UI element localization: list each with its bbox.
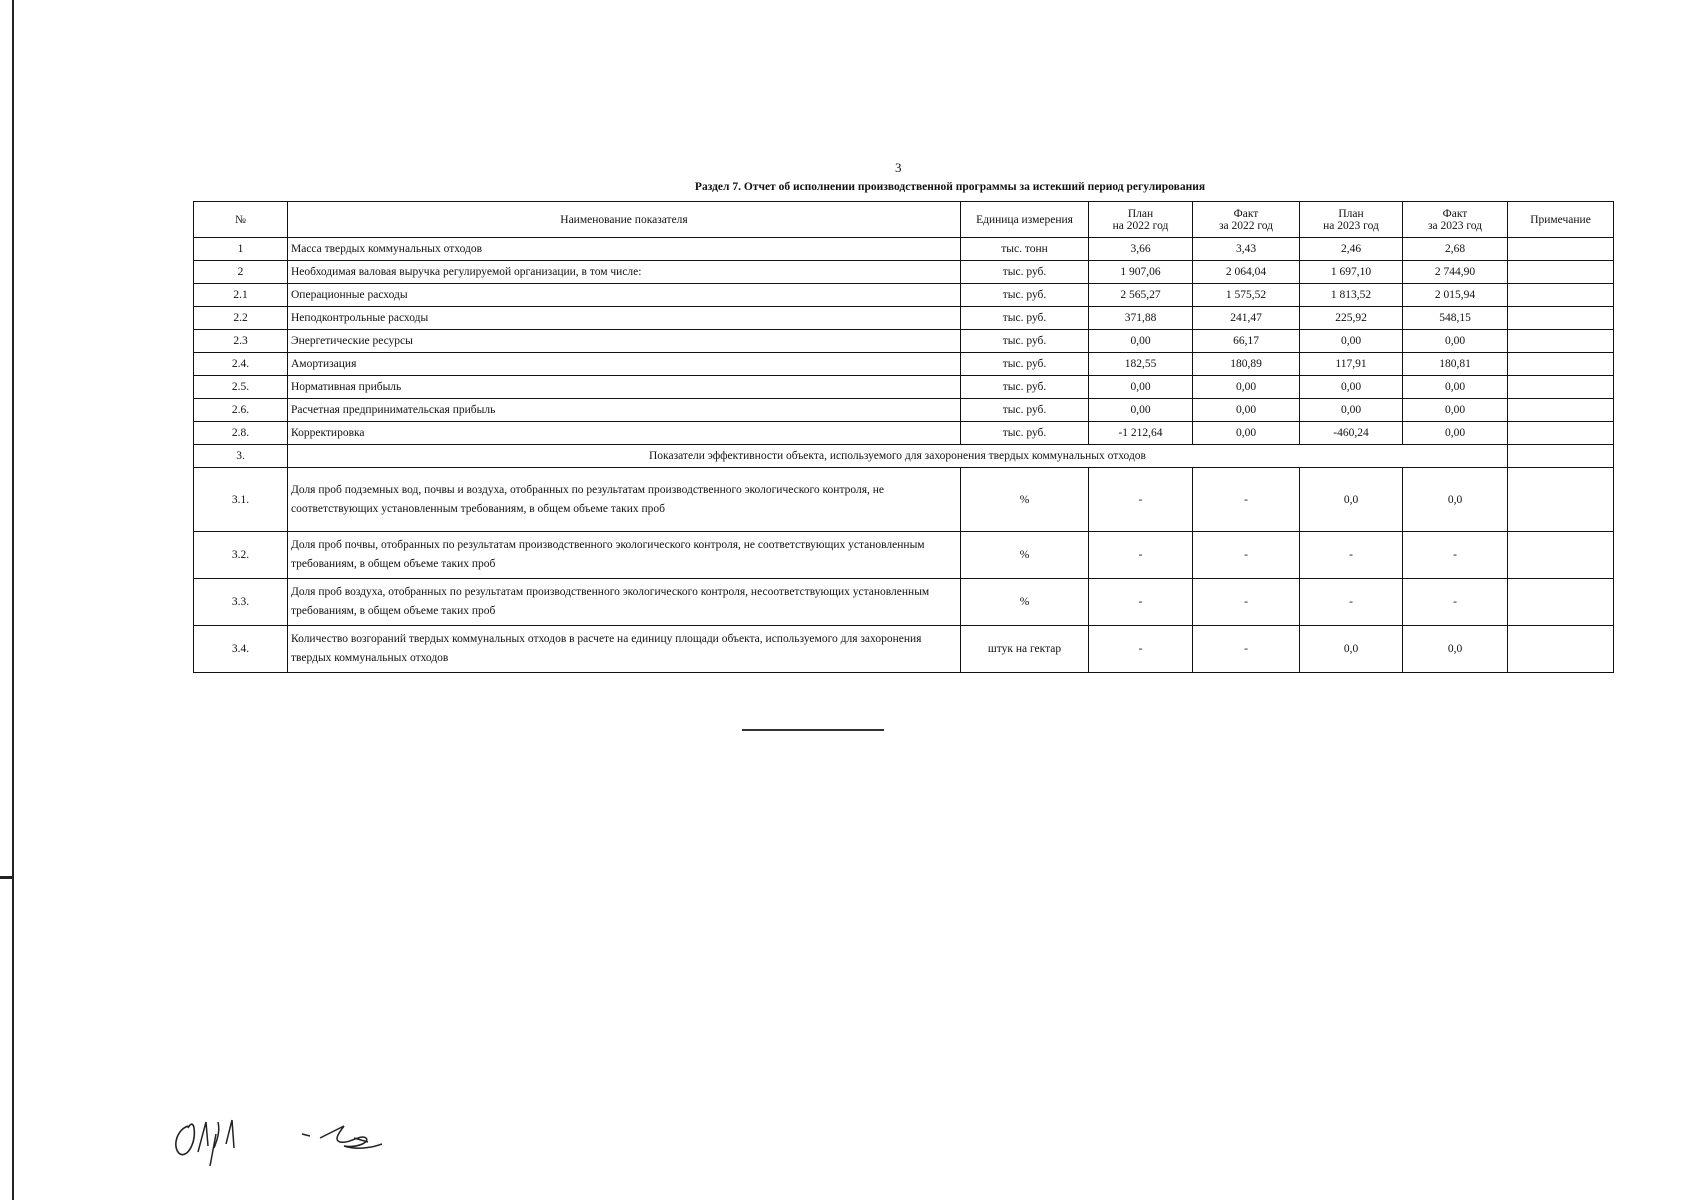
cell-fact-2022: 0,00 — [1193, 399, 1300, 422]
cell-fact-2022: 1 575,52 — [1193, 284, 1300, 307]
table-row — [194, 284, 1614, 307]
cell-plan-2023: - — [1300, 579, 1403, 626]
cell-num: 3.3. — [194, 579, 288, 626]
header-unit: Единица измерения — [961, 202, 1089, 238]
section-title: Раздел 7. Отчет об исполнении производственной программы за истекший период регулирования — [694, 181, 1206, 193]
cell-fact-2023: 2,68 — [1403, 238, 1508, 261]
cell-unit: тыс. тонн — [961, 238, 1089, 261]
header-note: Примечание — [1508, 202, 1614, 238]
cell-note — [1508, 445, 1614, 468]
table-row — [194, 532, 1614, 579]
cell-note — [1508, 330, 1614, 353]
header-fact-2022-line1: Факт — [1233, 207, 1259, 220]
cell-note — [1508, 376, 1614, 399]
cell-name: Масса твердых коммунальных отходов — [288, 238, 961, 261]
cell-plan-2023: 225,92 — [1300, 307, 1403, 330]
header-name: Наименование показателя — [288, 202, 961, 238]
cell-unit: штук на гектар — [961, 626, 1089, 673]
cell-num: 2 — [194, 261, 288, 284]
cell-num: 2.4. — [194, 353, 288, 376]
cell-fact-2023: 180,81 — [1403, 353, 1508, 376]
page-edge-tick — [0, 876, 12, 879]
cell-fact-2023: 548,15 — [1403, 307, 1508, 330]
table-row — [194, 376, 1614, 399]
cell-name: Неподконтрольные расходы — [288, 307, 961, 330]
cell-name: Амортизация — [288, 353, 961, 376]
header-fact-2022 — [1193, 202, 1300, 238]
header-plan-2022-line1: План — [1127, 207, 1154, 220]
cell-name: Расчетная предпринимательская прибыль — [288, 399, 961, 422]
cell-plan-2022: 1 907,06 — [1089, 261, 1193, 284]
header-fact-2022-line2: за 2022 год — [1218, 219, 1274, 232]
cell-num: 2.8. — [194, 422, 288, 445]
section-row — [194, 445, 1614, 468]
cell-plan-2023: 0,0 — [1300, 468, 1403, 532]
cell-plan-2023: 1 697,10 — [1300, 261, 1403, 284]
cell-name: Операционные расходы — [288, 284, 961, 307]
cell-fact-2023: 0,00 — [1403, 330, 1508, 353]
cell-plan-2022: - — [1089, 532, 1193, 579]
cell-fact-2023: 0,0 — [1403, 468, 1508, 532]
table-row — [194, 399, 1614, 422]
cell-plan-2022: 3,66 — [1089, 238, 1193, 261]
cell-plan-2022: - — [1089, 468, 1193, 532]
cell-fact-2022: - — [1193, 532, 1300, 579]
cell-name: Доля проб воздуха, отобранных по результатам производственного экологического контроля, несоответствующих установленным требованиям, в общем объеме таких проб — [288, 579, 961, 626]
cell-note — [1508, 261, 1614, 284]
cell-fact-2023: 0,0 — [1403, 626, 1508, 673]
cell-fact-2023: - — [1403, 532, 1508, 579]
cell-num: 1 — [194, 238, 288, 261]
cell-unit: тыс. руб. — [961, 307, 1089, 330]
cell-plan-2022: 0,00 — [1089, 330, 1193, 353]
header-fact-2023-line1: Факт — [1442, 207, 1468, 220]
cell-plan-2023: - — [1300, 532, 1403, 579]
cell-plan-2022: 0,00 — [1089, 399, 1193, 422]
cell-note — [1508, 422, 1614, 445]
cell-plan-2023: 0,00 — [1300, 376, 1403, 399]
cell-fact-2022: - — [1193, 579, 1300, 626]
cell-unit: тыс. руб. — [961, 399, 1089, 422]
cell-unit: тыс. руб. — [961, 422, 1089, 445]
cell-fact-2022: 180,89 — [1193, 353, 1300, 376]
cell-name: Необходимая валовая выручка регулируемой организации, в том числе: — [288, 261, 961, 284]
header-num: № — [194, 202, 288, 238]
cell-note — [1508, 468, 1614, 532]
cell-fact-2023: 0,00 — [1403, 399, 1508, 422]
cell-num: 3.4. — [194, 626, 288, 673]
cell-plan-2022: - — [1089, 626, 1193, 673]
cell-num: 2.6. — [194, 399, 288, 422]
header-plan-2022-line2: на 2022 год — [1112, 219, 1169, 232]
cell-plan-2023: 1 813,52 — [1300, 284, 1403, 307]
page-number: 3 — [895, 160, 902, 175]
cell-fact-2022: 3,43 — [1193, 238, 1300, 261]
cell-plan-2022: 0,00 — [1089, 376, 1193, 399]
cell-unit: тыс. руб. — [961, 284, 1089, 307]
handwritten-signature — [168, 1108, 438, 1168]
header-fact-2023-line2: за 2023 год — [1427, 219, 1483, 232]
cell-plan-2022: - — [1089, 579, 1193, 626]
table-row — [194, 353, 1614, 376]
table-row — [194, 626, 1614, 673]
cell-plan-2023: 0,00 — [1300, 399, 1403, 422]
cell-fact-2022: 0,00 — [1193, 376, 1300, 399]
cell-plan-2023: 117,91 — [1300, 353, 1403, 376]
cell-note — [1508, 284, 1614, 307]
cell-note — [1508, 238, 1614, 261]
cell-name: Корректировка — [288, 422, 961, 445]
cell-fact-2023: 0,00 — [1403, 422, 1508, 445]
cell-unit: тыс. руб. — [961, 376, 1089, 399]
closing-divider — [742, 729, 884, 731]
table-row — [194, 330, 1614, 353]
header-plan-2023 — [1300, 202, 1403, 238]
cell-unit: тыс. руб. — [961, 261, 1089, 284]
cell-fact-2023: 0,00 — [1403, 376, 1508, 399]
cell-fact-2022: - — [1193, 468, 1300, 532]
cell-note — [1508, 399, 1614, 422]
cell-fact-2022: 241,47 — [1193, 307, 1300, 330]
cell-fact-2022: 66,17 — [1193, 330, 1300, 353]
table-row — [194, 422, 1614, 445]
cell-note — [1508, 532, 1614, 579]
cell-num: 2.1 — [194, 284, 288, 307]
page-edge-line — [12, 0, 14, 1200]
cell-num: 3.1. — [194, 468, 288, 532]
cell-unit: % — [961, 579, 1089, 626]
cell-plan-2023: 0,00 — [1300, 330, 1403, 353]
cell-fact-2023: 2 744,90 — [1403, 261, 1508, 284]
cell-num: 2.3 — [194, 330, 288, 353]
cell-name: Энергетические ресурсы — [288, 330, 961, 353]
header-fact-2023 — [1403, 202, 1508, 238]
cell-plan-2022: 371,88 — [1089, 307, 1193, 330]
table-row — [194, 261, 1614, 284]
cell-name: Нормативная прибыль — [288, 376, 961, 399]
table-row — [194, 238, 1614, 261]
cell-note — [1508, 307, 1614, 330]
table-header-row — [194, 202, 1614, 238]
cell-name: Доля проб почвы, отобранных по результатам производственного экологического контроля, не соответствующих установленным требованиям, в общем объеме таких проб — [288, 532, 961, 579]
cell-unit: % — [961, 532, 1089, 579]
header-plan-2022 — [1089, 202, 1193, 238]
cell-num: 2.5. — [194, 376, 288, 399]
cell-name: Доля проб подземных вод, почвы и воздуха, отобранных по результатам производственного экологического контроля, не соответствующих установленным требованиям, в общем объеме таких проб — [288, 468, 961, 532]
cell-plan-2022: -1 212,64 — [1089, 422, 1193, 445]
header-plan-2023-line1: План — [1338, 207, 1364, 220]
cell-num: 3.2. — [194, 532, 288, 579]
header-plan-2023-line2: на 2023 год — [1323, 219, 1379, 232]
cell-plan-2023: 2,46 — [1300, 238, 1403, 261]
table-row — [194, 579, 1614, 626]
cell-plan-2022: 2 565,27 — [1089, 284, 1193, 307]
cell-fact-2023: 2 015,94 — [1403, 284, 1508, 307]
cell-note — [1508, 626, 1614, 673]
cell-unit: тыс. руб. — [961, 353, 1089, 376]
table-row — [194, 468, 1614, 532]
cell-plan-2023: 0,0 — [1300, 626, 1403, 673]
cell-note — [1508, 353, 1614, 376]
cell-plan-2023: -460,24 — [1300, 422, 1403, 445]
cell-fact-2022: 0,00 — [1193, 422, 1300, 445]
cell-fact-2022: 2 064,04 — [1193, 261, 1300, 284]
cell-note — [1508, 579, 1614, 626]
cell-name: Количество возгораний твердых коммунальных отходов в расчете на единицу площади объекта, используемого для захоронения твердых коммунальных отходов — [288, 626, 961, 673]
report-table — [193, 201, 1614, 673]
cell-fact-2022: - — [1193, 626, 1300, 673]
cell-fact-2023: - — [1403, 579, 1508, 626]
table-row — [194, 307, 1614, 330]
cell-num: 2.2 — [194, 307, 288, 330]
section-num: 3. — [194, 445, 288, 468]
section-title-cell: Показатели эффективности объекта, используемого для захоронения твердых коммунальных отходов — [288, 445, 1508, 468]
cell-unit: % — [961, 468, 1089, 532]
cell-plan-2022: 182,55 — [1089, 353, 1193, 376]
cell-unit: тыс. руб. — [961, 330, 1089, 353]
